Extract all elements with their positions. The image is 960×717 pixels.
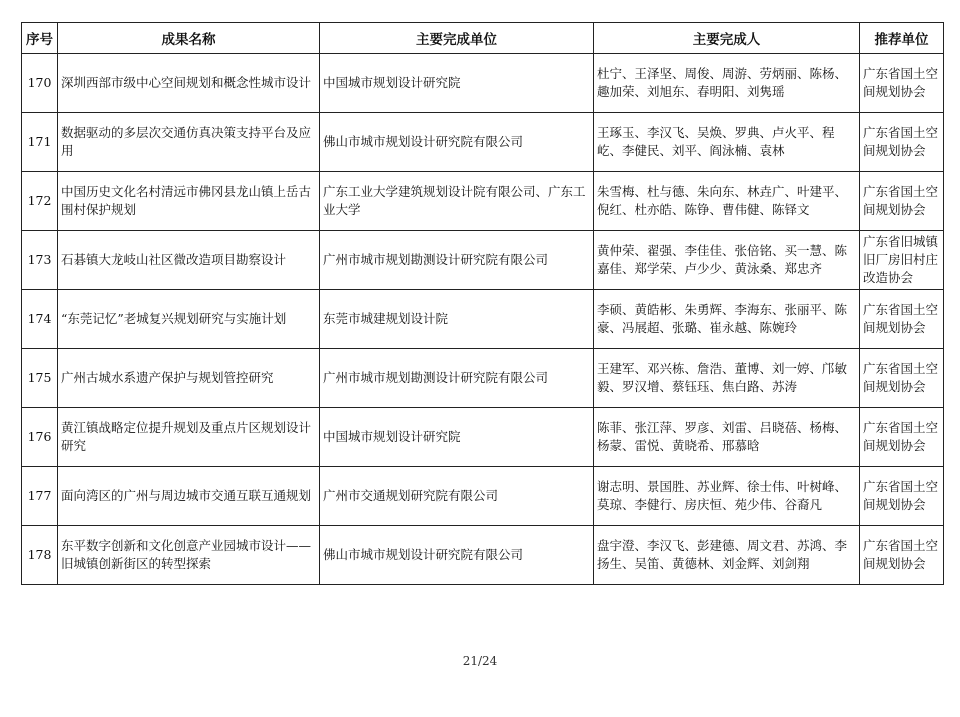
cell-recommending-unit: 广东省国土空间规划协会 bbox=[860, 526, 944, 585]
header-main-persons: 主要完成人 bbox=[594, 23, 860, 54]
cell-achievement-name: 深圳西部市级中心空间规划和概念性城市设计 bbox=[58, 54, 320, 113]
table-row bbox=[22, 172, 944, 231]
cell-serial-number: 178 bbox=[22, 526, 58, 585]
cell-main-unit: 佛山市城市规划设计研究院有限公司 bbox=[320, 113, 594, 172]
cell-main-persons: 李硕、黄皓彬、朱勇辉、李海东、张丽平、陈豪、冯展超、张璐、崔永越、陈婉玲 bbox=[594, 290, 860, 349]
cell-main-unit: 广州市交通规划研究院有限公司 bbox=[320, 467, 594, 526]
cell-main-unit: 广州市城市规划勘测设计研究院有限公司 bbox=[320, 349, 594, 408]
cell-recommending-unit: 广东省国土空间规划协会 bbox=[860, 349, 944, 408]
cell-main-persons: 盘宇澄、李汉飞、彭建德、周文君、苏鸿、李扬生、吴笛、黄德林、刘金辉、刘剑翔 bbox=[594, 526, 860, 585]
cell-recommending-unit: 广东省旧城镇旧厂房旧村庄改造协会 bbox=[860, 231, 944, 290]
table-row bbox=[22, 349, 944, 408]
cell-main-unit: 中国城市规划设计研究院 bbox=[320, 54, 594, 113]
cell-main-unit: 中国城市规划设计研究院 bbox=[320, 408, 594, 467]
cell-recommending-unit: 广东省国土空间规划协会 bbox=[860, 467, 944, 526]
cell-serial-number: 176 bbox=[22, 408, 58, 467]
page-number: 21/24 bbox=[462, 654, 498, 668]
cell-main-unit: 佛山市城市规划设计研究院有限公司 bbox=[320, 526, 594, 585]
cell-main-persons: 黄仲荣、翟强、李佳佳、张倍铭、买一慧、陈嘉佳、郑学荣、卢少少、黄泳桑、郑忠齐 bbox=[594, 231, 860, 290]
table-row bbox=[22, 54, 944, 113]
header-recommending-unit: 推荐单位 bbox=[860, 23, 944, 54]
cell-recommending-unit: 广东省国土空间规划协会 bbox=[860, 113, 944, 172]
cell-recommending-unit: 广东省国土空间规划协会 bbox=[860, 54, 944, 113]
header-achievement-name: 成果名称 bbox=[58, 23, 320, 54]
cell-main-persons: 陈菲、张江萍、罗彦、刘雷、吕晓蓓、杨梅、杨蒙、雷悦、黄晓希、邢慕晗 bbox=[594, 408, 860, 467]
cell-recommending-unit: 广东省国土空间规划协会 bbox=[860, 172, 944, 231]
cell-serial-number: 174 bbox=[22, 290, 58, 349]
table-row bbox=[22, 467, 944, 526]
cell-serial-number: 175 bbox=[22, 349, 58, 408]
cell-main-persons: 谢志明、景国胜、苏业辉、徐士伟、叶树峰、莫琼、李健行、房庆恒、苑少伟、谷裔凡 bbox=[594, 467, 860, 526]
cell-main-persons: 王建军、邓兴栋、詹浩、董博、刘一婷、邝敏毅、罗汉增、蔡钰珏、焦白路、苏涛 bbox=[594, 349, 860, 408]
cell-main-persons: 朱雪梅、杜与德、朱向东、林垚广、叶建平、倪红、杜亦皓、陈铮、曹伟健、陈铎文 bbox=[594, 172, 860, 231]
table-header-row bbox=[22, 23, 944, 54]
cell-achievement-name: 中国历史文化名村清远市佛冈县龙山镇上岳古围村保护规划 bbox=[58, 172, 320, 231]
cell-main-persons: 杜宁、王泽坚、周俊、周游、劳炳丽、陈杨、趣加荣、刘旭东、春明阳、刘隽瑶 bbox=[594, 54, 860, 113]
cell-serial-number: 172 bbox=[22, 172, 58, 231]
awards-table bbox=[21, 22, 944, 585]
table-row bbox=[22, 113, 944, 172]
cell-main-persons: 王琢玉、李汉飞、吴焕、罗典、卢火平、程屹、李健民、刘平、阎泳楠、袁林 bbox=[594, 113, 860, 172]
table-row bbox=[22, 526, 944, 585]
cell-achievement-name: 数据驱动的多层次交通仿真决策支持平台及应用 bbox=[58, 113, 320, 172]
cell-achievement-name: 黄江镇战略定位提升规划及重点片区规划设计研究 bbox=[58, 408, 320, 467]
header-main-unit: 主要完成单位 bbox=[320, 23, 594, 54]
cell-main-unit: 广东工业大学建筑规划设计院有限公司、广东工业大学 bbox=[320, 172, 594, 231]
table-row bbox=[22, 408, 944, 467]
cell-main-unit: 东莞市城建规划设计院 bbox=[320, 290, 594, 349]
table-row bbox=[22, 290, 944, 349]
cell-achievement-name: 面向湾区的广州与周边城市交通互联互通规划 bbox=[58, 467, 320, 526]
cell-achievement-name: 东平数字创新和文化创意产业园城市设计——旧城镇创新街区的转型探索 bbox=[58, 526, 320, 585]
cell-achievement-name: “东莞记忆”老城复兴规划研究与实施计划 bbox=[58, 290, 320, 349]
cell-serial-number: 171 bbox=[22, 113, 58, 172]
cell-recommending-unit: 广东省国土空间规划协会 bbox=[860, 408, 944, 467]
cell-achievement-name: 石碁镇大龙岐山社区微改造项目勘察设计 bbox=[58, 231, 320, 290]
cell-recommending-unit: 广东省国土空间规划协会 bbox=[860, 290, 944, 349]
cell-serial-number: 173 bbox=[22, 231, 58, 290]
cell-main-unit: 广州市城市规划勘测设计研究院有限公司 bbox=[320, 231, 594, 290]
cell-achievement-name: 广州古城水系遗产保护与规划管控研究 bbox=[58, 349, 320, 408]
cell-serial-number: 177 bbox=[22, 467, 58, 526]
header-serial-number: 序号 bbox=[22, 23, 58, 54]
table-row bbox=[22, 231, 944, 290]
cell-serial-number: 170 bbox=[22, 54, 58, 113]
